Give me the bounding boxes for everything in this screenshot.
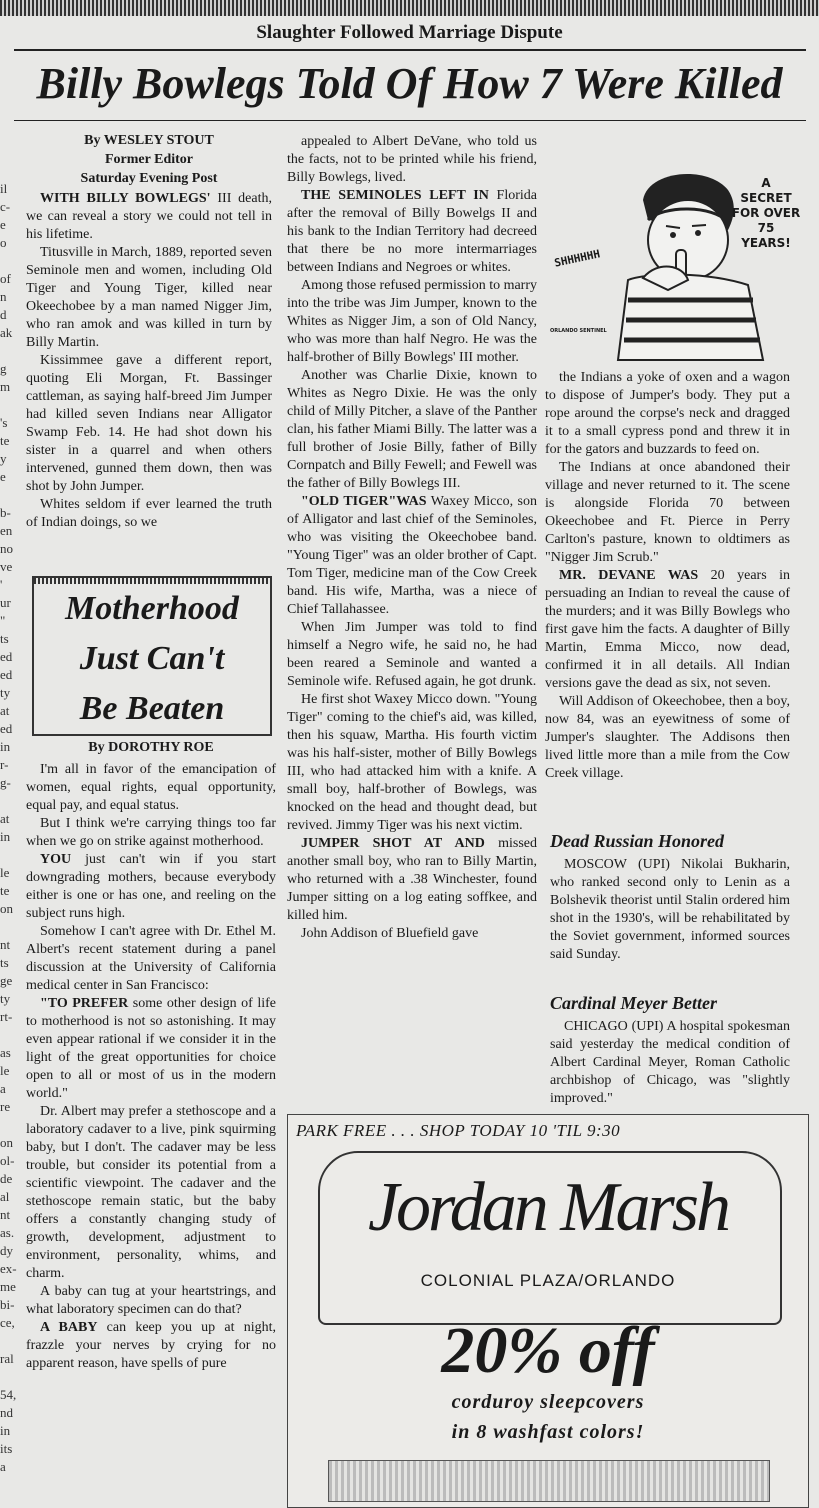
- cut-off-column: [0, 180, 17, 1476]
- paragraph: [26, 995, 276, 1103]
- cut-off-fragment: a: [0, 1459, 6, 1474]
- article-column-1: [26, 131, 272, 532]
- caption-line: A: [761, 176, 771, 190]
- paragraph-text: Among those refused permission to marry into the tribe was Jim Jumper, known to the Whites as Nigger Jim, a son of Old Nancy, who was more than half Negro. He was the half-brother of Billy Bowlegs' III mother.: [287, 278, 538, 365]
- paragraph-text: Florida after the removal of Billy Bowelgs II and his bank to the Indian Territory had decreed that there be no more intermarriages between Indians and Negroes or whites.: [287, 188, 537, 275]
- paragraph-text: Another was Charlie Dixie, known to Whites as Negro Dixie. He was the only child of Milly Pitcher, a slave of the Panther clan, his father Miami Billy. The latter was a full brother of Josie Billy, father of Billy Cornpatch and Billy Fewell; and Fewell was the father of Billy Bowlegs III.: [287, 368, 537, 491]
- paragraph-text: Kissimmee gave a different report, quoting Eli Morgan, Ft. Bassinger cattleman, as saying half-breed Jim Jumper had killed seven Indians near Alligator Swamp Feb. 14. He had shot down his sister in a quarrel and when others intervened, gunned them down, then was shot by John Jumper.: [26, 353, 272, 494]
- paragraph: [545, 567, 790, 693]
- cut-off-fragment: b-: [0, 505, 11, 520]
- paragraph-text: But I think we're carrying things too far when we go on strike against motherhood.: [26, 816, 276, 849]
- cut-off-fragment: dy: [0, 1243, 13, 1258]
- article-column-2: [287, 133, 537, 943]
- cut-off-fragment: [0, 792, 14, 810]
- byline-title: Former Editor: [105, 152, 193, 167]
- rule: [14, 49, 806, 51]
- paragraph-lead: "OLD TIGER"WAS: [301, 494, 427, 509]
- cut-off-fragment: ": [0, 613, 6, 628]
- cut-off-fragment: [0, 1116, 14, 1134]
- paragraph: [287, 619, 537, 691]
- cut-off-fragment: [0, 846, 14, 864]
- paragraph: [287, 925, 537, 943]
- cut-off-fragment: te: [0, 883, 10, 898]
- cut-off-fragment: rt-: [0, 1009, 13, 1024]
- cut-off-fragment: no: [0, 541, 13, 556]
- cut-off-fragment: [0, 1368, 14, 1386]
- paragraph-text: When Jim Jumper was told to find himself a Negro wife, he said no, he had been reared a Seminole and wanted a Seminole wife. Refused again, he got drunk.: [287, 620, 537, 689]
- cut-off-fragment: [0, 486, 14, 504]
- cut-off-fragment: ce,: [0, 1315, 15, 1330]
- cut-off-fragment: in: [0, 1423, 11, 1438]
- byline-author: By WESLEY STOUT: [84, 133, 214, 148]
- cut-off-fragment: on: [0, 901, 13, 916]
- cut-off-fragment: il: [0, 181, 8, 196]
- cut-off-fragment: ak: [0, 325, 13, 340]
- paragraph-lead: A BABY: [40, 1320, 98, 1335]
- cut-off-fragment: m: [0, 379, 11, 394]
- paragraph: [287, 133, 537, 187]
- article2-column: [26, 738, 276, 1373]
- cut-off-fragment: at: [0, 703, 10, 718]
- cartoon-caption: [726, 176, 806, 251]
- cut-off-fragment: te: [0, 433, 10, 448]
- cut-off-fragment: d: [0, 307, 7, 322]
- paragraph: [26, 244, 272, 352]
- paragraph-text: Titusville in March, 1889, reported seven Seminole men and women, including Old Tiger and Young Tiger, killed near Okeechobee by a man named Nigger Jim, who ran amok and was killed in turn by Billy Martin.: [26, 245, 272, 350]
- cut-off-fragment: nd: [0, 1405, 13, 1420]
- cut-off-fragment: r-: [0, 757, 9, 772]
- cut-off-fragment: ed: [0, 667, 13, 682]
- paragraph-text: Will Addison of Okeechobee, then a boy, now 84, was an eyewitness of some of Jumper's slaughter. The Addisons then lived little more than a mile from the Cow Creek village.: [545, 694, 790, 781]
- cut-off-fragment: le: [0, 1063, 10, 1078]
- cut-off-fragment: ty: [0, 685, 11, 700]
- cartoon: [548, 160, 808, 360]
- paragraph-lead: MR. DEVANE WAS: [559, 568, 699, 583]
- ad-offer: 20% off: [441, 1314, 655, 1387]
- paragraph: [287, 691, 537, 835]
- paragraph-text: Whites seldom if ever learned the truth of Indian doings, so we: [26, 497, 272, 530]
- ad-corduroy-illustration: [328, 1460, 770, 1502]
- cut-off-fragment: at: [0, 811, 10, 826]
- top-border: [0, 0, 819, 16]
- cut-off-fragment: as: [0, 1045, 11, 1060]
- cut-off-fragment: al: [0, 1189, 10, 1204]
- paragraph: [287, 277, 537, 367]
- cut-off-fragment: [0, 1026, 14, 1044]
- byline: [26, 131, 272, 188]
- paragraph-text: John Addison of Bluefield gave: [301, 926, 479, 941]
- cut-off-fragment: bi-: [0, 1297, 15, 1312]
- box-headline-line: Motherhood: [65, 590, 239, 627]
- cut-off-fragment: y: [0, 451, 7, 466]
- cut-off-fragment: ge: [0, 973, 13, 988]
- paragraph-text: Waxey Micco, son of Alligator and last chief of the Seminoles, who was visiting the Okeechobee band. "Young Tiger" was an older brother of Capt. Tom Tiger, medicine man of the Cow Creek band. His wife, Martha, was a niece of Chief Tallahassee.: [287, 494, 537, 617]
- paragraph: [26, 496, 272, 532]
- paragraph: [287, 835, 537, 925]
- paragraph: [545, 369, 790, 459]
- cut-off-fragment: de: [0, 1171, 13, 1186]
- ad-brand: Jordan Marsh: [367, 1169, 728, 1246]
- caption-line: SECRET: [740, 191, 792, 205]
- ad-banner: PARK FREE . . . SHOP TODAY 10 'TIL 9:30: [296, 1121, 621, 1140]
- cut-off-fragment: a: [0, 1081, 6, 1096]
- paragraph-lead: WITH BILLY BOWLEGS': [40, 191, 211, 206]
- cut-off-fragment: g-: [0, 775, 11, 790]
- brief-bukharin: [550, 831, 790, 964]
- article-column-3: [545, 369, 790, 783]
- paragraph-text: 20 years in persuading an Indian to reveal the cause of the murders; and it was Billy Bowlegs who first gave him the facts. A daughter of Billy Martin, Emma Micco, now dead, confirmed it in all details. All Indian versions gave the dead as six, not seven.: [545, 568, 790, 691]
- cut-off-fragment: ': [0, 577, 3, 592]
- cut-off-fragment: nt: [0, 937, 11, 952]
- cut-off-fragment: le: [0, 865, 10, 880]
- cut-off-fragment: of: [0, 271, 11, 286]
- paragraph-lead: YOU: [40, 852, 72, 867]
- paragraph-text: appealed to Albert DeVane, who told us the facts, not to be printed while his friend, Billy Bowlegs, lived.: [287, 134, 537, 185]
- brief-headline: Cardinal Meyer Better: [550, 993, 717, 1013]
- cut-off-fragment: [0, 918, 14, 936]
- paragraph-text: III death, we can reveal a story we could not tell in his lifetime.: [26, 191, 272, 242]
- cut-off-fragment: c-: [0, 199, 11, 214]
- paragraph-text: the Indians a yoke of oxen and a wagon to dispose of Jumper's body. They put a rope around the corpse's neck and dragged it to a small cypress pond and threw it in for the gators and buzzards to feed on.: [545, 370, 790, 457]
- byline-publication: Saturday Evening Post: [80, 171, 218, 186]
- cut-off-fragment: its: [0, 1441, 13, 1456]
- paragraph-text: missed another small boy, who ran to Billy Martin, who returned with a .38 Winchester, found Jumper sitting on a log eating soffkee, and killed him.: [287, 836, 537, 923]
- paragraph-text: just can't win if you start downgrading mothers, because everybody either is one or has one, and reeling on the subject runs high.: [26, 852, 276, 921]
- paragraph: [545, 459, 790, 567]
- cut-off-fragment: e: [0, 217, 6, 232]
- cut-off-fragment: ed: [0, 721, 13, 736]
- cut-off-fragment: me: [0, 1279, 16, 1294]
- cut-off-fragment: re: [0, 1099, 11, 1114]
- cut-off-fragment: on: [0, 1135, 13, 1150]
- paragraph-text: I'm all in favor of the emancipation of women, equal rights, equal opportunity, equal pay, and equal status.: [26, 762, 276, 813]
- paragraph-text: He first shot Waxey Micco down. "Young Tiger" coming to the chief's aid, was killed, then his squaw, Martha. His fourth victim was his half-sister, mother of Billy Bowlegs III, who had attacked him with a knife. A small boy, half-brother of Bowlegs, was knocked on the head and thought dead, but revived. Jimmy Tiger was his next victim.: [287, 692, 537, 833]
- caption-line: FOR OVER: [731, 206, 801, 220]
- cut-off-fragment: [0, 342, 14, 360]
- shh-text: SHHHHHH: [553, 247, 602, 270]
- paragraph-lead: THE SEMINOLES LEFT IN: [301, 188, 489, 203]
- jordan-marsh-ad: [287, 1114, 809, 1508]
- cut-off-fragment: e: [0, 469, 6, 484]
- cut-off-fragment: as.: [0, 1225, 15, 1240]
- ad-line-2: in 8 washfast colors!: [451, 1421, 645, 1443]
- paragraph: [287, 367, 537, 493]
- ad-location: COLONIAL PLAZA/ORLANDO: [420, 1271, 676, 1290]
- cut-off-fragment: in: [0, 739, 11, 754]
- paragraph-text: The Indians at once abandoned their village and never returned to it. The scene is alongside Florida 70 between Okeechobee and Ft. Pierce in Perry Carlton's pasture, known to oldtimers as "Nigger Jim Scrub.": [545, 460, 790, 565]
- byline: By DOROTHY ROE: [88, 740, 214, 755]
- cut-off-fragment: [0, 396, 14, 414]
- brief-text: MOSCOW (UPI) Nikolai Bukharin, who ranked second only to Lenin as a Bolshevik theorist until Stalin ordered him shot in the 1930's, will be rehabilitated by the Soviet government, informed sources said Sunday.: [550, 857, 790, 962]
- paragraph: [26, 1319, 276, 1373]
- cut-off-fragment: 's: [0, 415, 8, 430]
- paragraph: [287, 493, 537, 619]
- cut-off-fragment: ed: [0, 649, 13, 664]
- paragraph: [26, 923, 276, 995]
- paragraph: [26, 352, 272, 496]
- cut-off-fragment: g: [0, 361, 7, 376]
- cut-off-fragment: ol-: [0, 1153, 15, 1168]
- motherhood-headline-box: [32, 576, 272, 736]
- box-headline-line: Be Beaten: [79, 690, 225, 727]
- cut-off-fragment: ty: [0, 991, 11, 1006]
- cut-off-fragment: 54,: [0, 1387, 17, 1402]
- cut-off-fragment: ur: [0, 595, 11, 610]
- cut-off-fragment: o: [0, 235, 7, 250]
- brief-headline: Dead Russian Honored: [550, 831, 725, 851]
- cut-off-fragment: [0, 252, 14, 270]
- cut-off-fragment: nt: [0, 1207, 11, 1222]
- cut-off-fragment: ts: [0, 631, 9, 646]
- caption-line: YEARS!: [741, 236, 791, 250]
- cut-off-fragment: ts: [0, 955, 9, 970]
- paragraph: [287, 187, 537, 277]
- paragraph-text: A baby can tug at your heartstrings, and what laboratory specimen can do that?: [26, 1284, 276, 1317]
- paragraph-lead: "TO PREFER: [40, 996, 129, 1011]
- paragraph-lead: JUMPER SHOT AT AND: [301, 836, 485, 851]
- cut-off-fragment: [0, 1332, 14, 1350]
- brief-text: CHICAGO (UPI) A hospital spokesman said yesterday the medical condition of Albert Cardinal Meyer, Roman Catholic archbishop of Chicago, was "slightly improved.": [550, 1019, 790, 1106]
- caption-line: 75: [757, 221, 775, 235]
- paragraph: [26, 1283, 276, 1319]
- paragraph-text: Dr. Albert may prefer a stethoscope and a laboratory cadaver to a live, pink squirming baby, but I don't. The cadaver may be less trouble, but consider its potential from a scientific viewpoint. The cadaver and the stethoscope remain static, but the baby offers a constantly changing study of growth, development, adjustment to environment, personality, whims, and charm.: [26, 1104, 276, 1281]
- cut-off-fragment: in: [0, 829, 11, 844]
- paragraph: [545, 693, 790, 783]
- kicker-headline: Slaughter Followed Marriage Dispute: [256, 22, 563, 43]
- paragraph: [26, 815, 276, 851]
- rule: [14, 120, 806, 121]
- cut-off-fragment: en: [0, 523, 13, 538]
- cut-off-fragment: ve: [0, 559, 13, 574]
- main-headline: Billy Bowlegs Told Of How 7 Were Killed: [36, 59, 783, 108]
- cartoon-credit: ORLANDO SENTINEL: [550, 328, 607, 334]
- cut-off-fragment: ex-: [0, 1261, 17, 1276]
- brief-cardinal: [550, 993, 790, 1108]
- paragraph: [26, 1103, 276, 1283]
- paragraph: [26, 761, 276, 815]
- ad-line-1: corduroy sleepcovers: [451, 1391, 645, 1413]
- paragraph-text: can keep you up at night, frazzle your nerves by crying for no apparent reason, have spells of pure: [26, 1320, 276, 1371]
- box-headline-line: Just Can't: [79, 640, 225, 677]
- cut-off-fragment: n: [0, 289, 7, 304]
- paragraph: [26, 190, 272, 244]
- paragraph-text: Somehow I can't agree with Dr. Ethel M. Albert's recent statement during a panel discussion at the University of California medical center in San Francisco:: [26, 924, 276, 993]
- paragraph-text: some other design of life to motherhood is not so astonishing. It may even appear rational if we consider it in the light of the great opportunities for choice open to all or most of us in the modern world.": [26, 996, 277, 1101]
- paragraph: [26, 851, 276, 923]
- cut-off-fragment: ral: [0, 1351, 14, 1366]
